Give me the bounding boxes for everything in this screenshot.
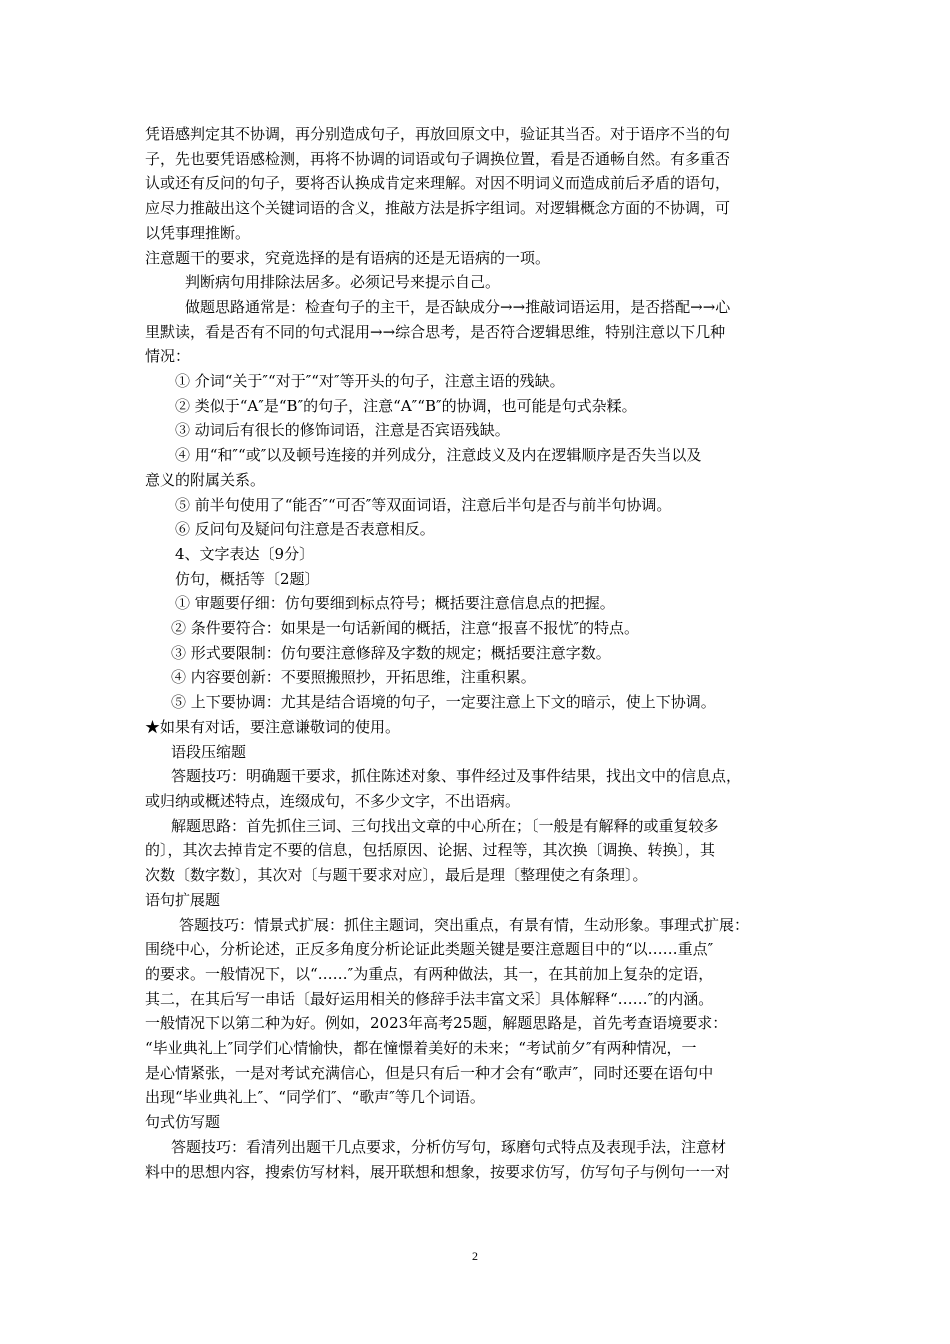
list-item: ⑤ 前半句使用了“能否″“可否″等双面词语，注意后半句是否与前半句协调。 (175, 495, 672, 514)
page-number: 2 (472, 1249, 478, 1263)
text-line: 围绕中心，分析论述，正反多角度分析论证此类题关键是要注意题目中的“以……重点″ (145, 940, 714, 959)
list-item: ① 审题要仔细：仿句要细到标点符号；概括要注意信息点的把握。 (175, 594, 615, 613)
subsection-heading: 句式仿写题 (145, 1113, 221, 1132)
text-line: 答题技巧：看清列出题干几点要求，分析仿写句，琢磨句式特点及表现手法，注意材 (171, 1137, 727, 1156)
section-heading: 4、文字表达〔9分〕 (175, 544, 315, 563)
list-item: ④ 用“和″“或″以及顿号连接的并列成分，注意歧义及内在逻辑顺序是否失当以及 (175, 446, 702, 465)
text-line: 意义的附属关系。 (145, 470, 266, 489)
text-line: 认或还有反问的句子，要将否认换成肯定来理解。对因不明词义而造成前后矛盾的语句， (145, 174, 731, 193)
text-line: 里默读，看是否有不同的句式混用→→综合思考，是否符合逻辑思维，特别注意以下几种 (145, 322, 726, 341)
text-line: 是心情紧张，一是对考试充满信心，但是只有后一种才会有“歌声″，同时还要在语句中 (145, 1063, 714, 1082)
list-item: ③ 形式要限制：仿句要注意修辞及字数的规定；概括要注意字数。 (171, 643, 611, 662)
text-line: 凭语感判定其不协调，再分别造成句子，再放回原文中，验证其当否。对于语序不当的句 (145, 125, 731, 143)
text-line: 次数〔数字数〕，其次对〔与题干要求对应〕，最后是理〔整理使之有条理〕。 (145, 866, 648, 885)
text-line: 情况： (145, 347, 191, 366)
text-line: ★如果有对话，要注意谦敬词的使用。 (145, 717, 401, 736)
text-line: 做题思路通常是：检查句子的主干，是否缺成分→→推敲词语运用，是否搭配→→心 (185, 297, 731, 316)
text-line: 或归纳或概述特点，连缀成句，不多少文字，不出语病。 (145, 791, 521, 810)
text-line: 判断病句用排除法居多。必须记号来提示自己。 (185, 273, 501, 292)
list-item: ② 类似于“A″是“B″的句子，注意“A″“B″的协调，也可能是句式杂糅。 (175, 396, 637, 415)
document-body (145, 122, 805, 1184)
text-line: 的〕，其次去掉肯定不要的信息，包括原因、论据、过程等，其次换〔调换、转换〕，其 (145, 841, 716, 860)
text-line: 子，先也要凭语感检测，再将不协调的词语或句子调换位置，看是否通畅自然。有多重否 (145, 149, 731, 168)
list-item: ③ 动词后有很长的修饰词语，注意是否宾语残缺。 (175, 421, 510, 440)
text-line: 答题技巧：情景式扩展：抓住主题词，突出重点，有景有情，生动形象。事理式扩展： (179, 915, 750, 934)
text-line: 出现“毕业典礼上″、“同学们″、“歌声″等几个词语。 (145, 1088, 485, 1107)
list-item: ④ 内容要创新：不要照搬照抄，开拓思维，注重积累。 (171, 668, 536, 687)
text-line: 答题技巧：明确题干要求，抓住陈述对象、事件经过及事件结果，找出文中的信息点， (171, 767, 742, 786)
text-line: 应尽力推敲出这个关键词语的含义，推敲方法是拆字组词。对逻辑概念方面的不协调，可 (145, 199, 731, 218)
text-line: 解题思路：首先抓住三词、三句找出文章的中心所在；〔一般是有解释的或重复较多 (171, 816, 719, 835)
list-item: ⑤ 上下要协调：尤其是结合语境的句子，一定要注意上下文的暗示，使上下协调。 (171, 693, 716, 712)
text-line: “毕业典礼上″同学们心情愉快，都在憧憬着美好的未来；“考试前夕″有两种情况，一 (145, 1039, 697, 1058)
list-item: ⑥ 反问句及疑问句注意是否表意相反。 (175, 520, 435, 539)
subsection-heading: 仿句，概括等〔2题〕 (175, 569, 320, 588)
text-line: 的要求。一般情况下，以“……″为重点，有两种做法，其一，在其前加上复杂的定语， (145, 964, 714, 983)
subsection-heading: 语段压缩题 (171, 742, 247, 761)
text-line: 一般情况下以第二种为好。例如，2023年高考25题，解题思路是，首先考查语境要求： (145, 1014, 728, 1033)
text-line: 注意题干的要求，究竟选择的是有语病的还是无语病的一项。 (145, 248, 551, 267)
list-item: ① 介词“关于″“对于″“对″等开头的句子，注意主语的残缺。 (175, 372, 565, 391)
subsection-heading: 语句扩展题 (145, 890, 221, 909)
text-line: 料中的思想内容，搜索仿写材料，展开联想和想象，按要求仿写，仿写句子与例句一一对 (145, 1162, 731, 1181)
text-line: 其二，在其后写一串话〔最好运用相关的修辞手法丰富文采〕具体解释“……″的内涵。 (145, 989, 714, 1008)
list-item: ② 条件要符合：如果是一句话新闻的概括，注意“报喜不报忧″的特点。 (171, 619, 640, 638)
text-line: 以凭事理推断。 (145, 223, 251, 242)
